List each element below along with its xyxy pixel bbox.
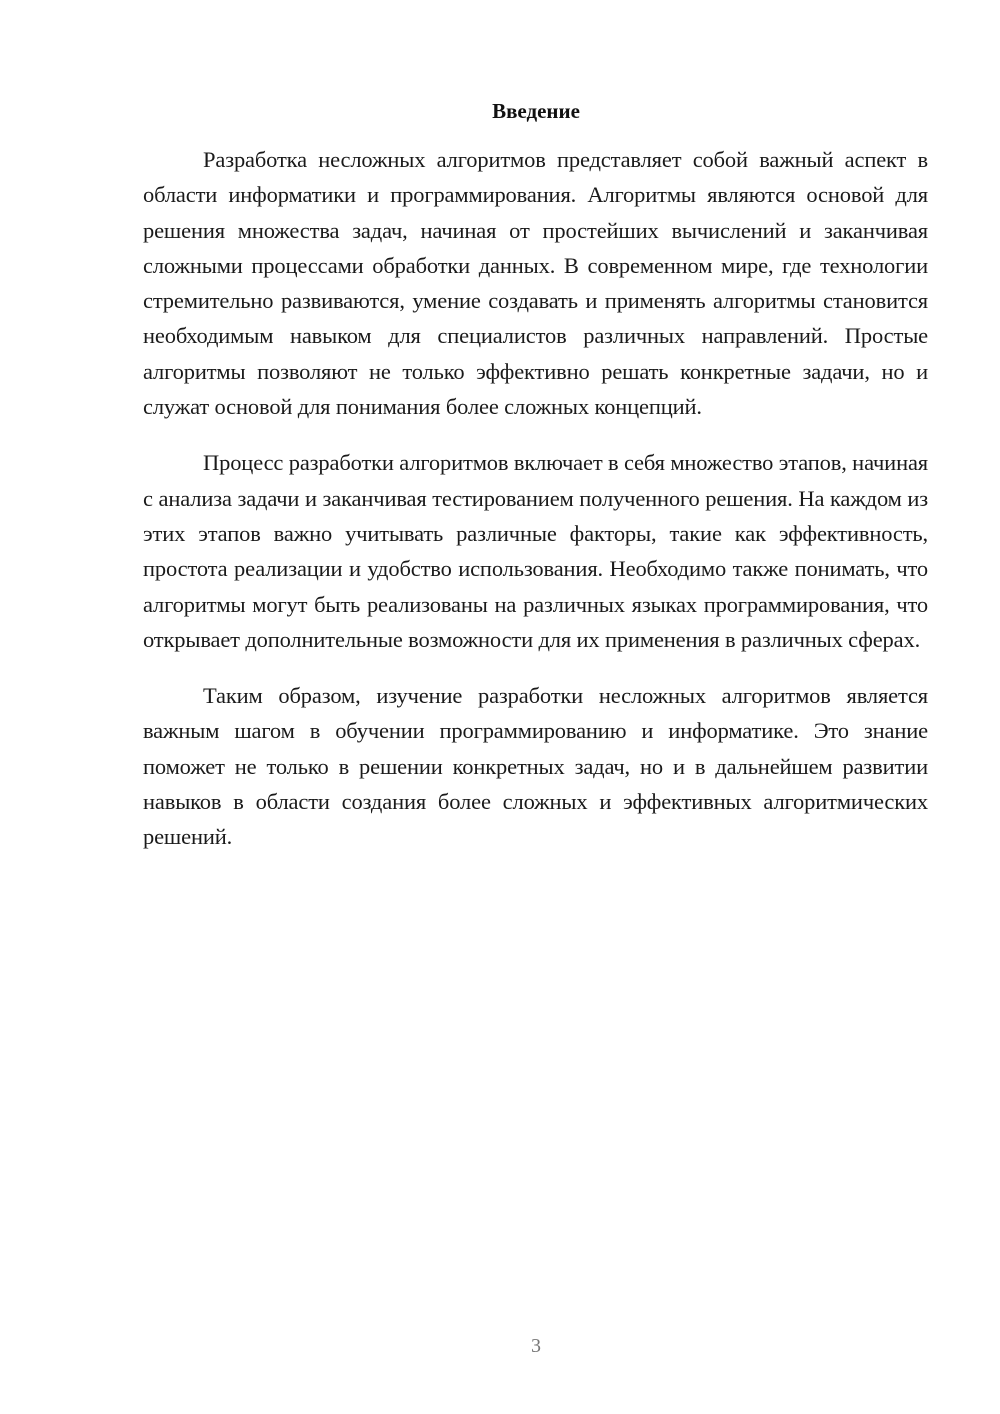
body-text xyxy=(143,142,928,876)
paragraph-2: Процесс разработки алгоритмов включает в себя множество этапов, начиная с анализа задачи и заканчивая тестированием полученного решения. На каждом из этих этапов важно учитывать различные факторы, такие как эффективность, простота реализации и удобство использования. Необходимо также понимать, что алгоритмы могут быть реализованы на различных языках программирования, что открывает дополнительные возможности для их применения в различных сферах. xyxy=(143,450,928,652)
section-title: Введение xyxy=(492,99,580,123)
page-number: 3 xyxy=(531,1335,541,1357)
paragraph-1: Разработка несложных алгоритмов представляет собой важный аспект в области информатики и программирования. Алгоритмы являются основой для решения множества задач, начиная от простейших вычислений и заканчивая сложными процессами обработки данных. В современном мире, где технологии стремительно развиваются, умение создавать и применять алгоритмы становится необходимым навыком для специалистов различных направлений. Простые алгоритмы позволяют не только эффективно решать конкретные задачи, но и служат основой для понимания более сложных концепций. xyxy=(143,147,928,420)
paragraph-3: Таким образом, изучение разработки несложных алгоритмов является важным шагом в обучении программированию и информатике. Это знание поможет не только в решении конкретных задач, но и в дальнейшем развитии навыков в области создания более сложных и эффективных алгоритмических решений. xyxy=(143,683,928,850)
